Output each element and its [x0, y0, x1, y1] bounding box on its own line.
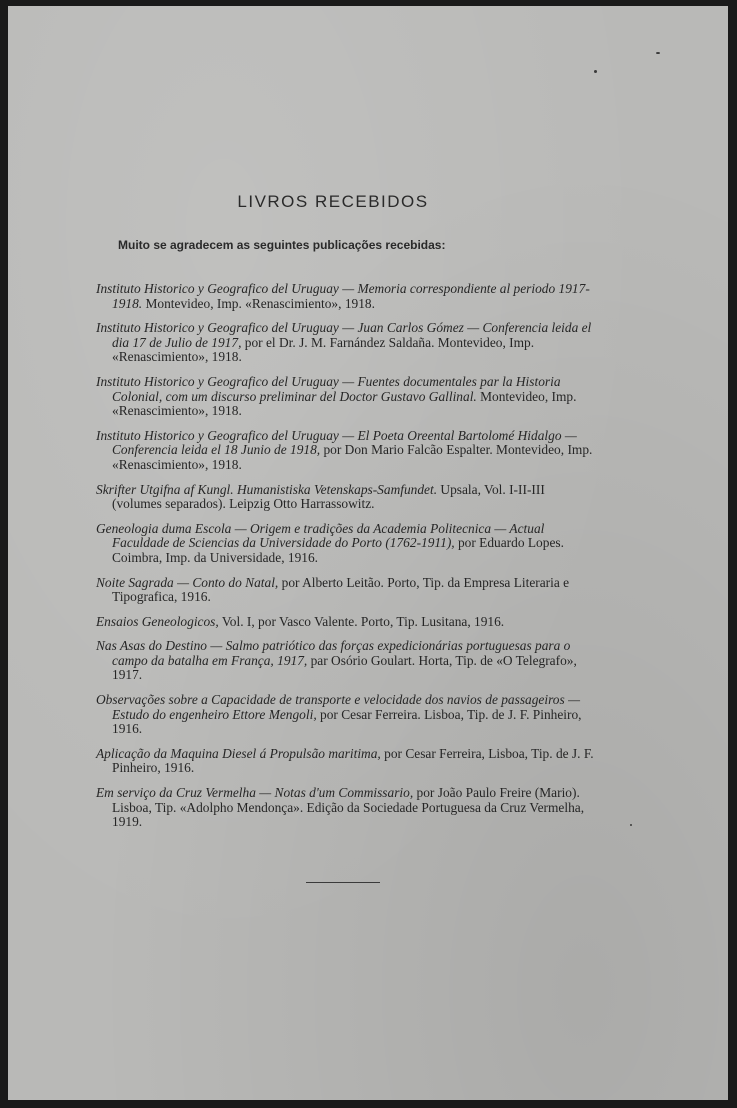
paper-speck: [656, 52, 660, 54]
entry-title: Nas Asas do Destino — Salmo patriótico das forças expedicionárias portuguesas para o campo da batalha em França, 1917,: [96, 638, 571, 668]
entry-title: Noite Sagrada — Conto do Natal,: [96, 574, 279, 590]
entry-details: por Don Mario Falcão Espalter. Montevideo, Imp. «Renascimiento», 1918.: [112, 442, 593, 472]
list-item: [96, 282, 596, 311]
intro-text: Muito se agradecem as seguintes publicações recebidas:: [118, 238, 446, 252]
entry-details: Vol. I, por Vasco Valente. Porto, Tip. Lusitana, 1916.: [218, 613, 505, 629]
list-item: [96, 483, 596, 512]
entry-title: Observações sobre a Capacidade de transporte e velocidade dos navios de passageiros — Estudo do engenheiro Ettore Mengoli,: [96, 692, 580, 722]
list-item: [96, 576, 596, 605]
entry-title: Instituto Historico y Geografico del Uruguay — Fuentes documentales par la Historia Colonial, com um discurso preliminar del Doctor Gustavo Gallinal.: [96, 373, 561, 404]
entry-details: por João Paulo Freire (Mario). Lisboa, Tip. «Adolpho Mendonça». Edição da Sociedade Portuguesa da Cruz Vermelha, 1919.: [112, 785, 585, 830]
closing-rule: [306, 882, 380, 883]
list-item: [96, 429, 596, 473]
entry-title: Ensaios Geneologicos,: [96, 613, 219, 629]
list-item: [96, 786, 596, 830]
entry-details: par Osório Goulart. Horta, Tip. de «O Telegrafo», 1917.: [112, 652, 577, 683]
list-item: [96, 321, 596, 365]
paper-speck: [594, 70, 597, 73]
entry-title: Instituto Historico y Geografico del Uruguay — El Poeta Oreental Bartolomé Hidalgo — Conferencia leida el 18 Junio de 1918,: [96, 427, 577, 458]
book-list: [96, 282, 596, 840]
entry-details: por Cesar Ferreira. Lisboa, Tip. de J. F. Pinheiro, 1916.: [112, 706, 582, 737]
entry-title: Geneologia duma Escola — Origem e tradições da Academia Politecnica — Actual Faculdade de Sciencias da Universidade do Porto (1762-1911),: [96, 520, 545, 551]
entry-title: Instituto Historico y Geografico del Uruguay — Memoria correspondiente al periodo 1917-1918.: [96, 281, 590, 311]
entry-title: Aplicação da Maquina Diesel á Propulsão maritima,: [96, 745, 381, 761]
list-item: [96, 693, 596, 737]
entry-details: Montevideo, Imp. «Renascimiento», 1918.: [142, 295, 375, 311]
entry-title: Em serviço da Cruz Vermelha — Notas d'um Commissario,: [96, 785, 414, 801]
list-item: [96, 639, 596, 683]
page-title: LIVROS RECEBIDOS: [237, 192, 429, 211]
document-page: [8, 6, 728, 1100]
entry-title: Skrifter Utgifna af Kungl. Humanistiska Vetenskaps-Samfundet.: [96, 481, 438, 497]
list-item: [96, 747, 596, 776]
paper-speck: [630, 824, 632, 826]
list-item: [96, 375, 596, 419]
entry-title: Instituto Historico y Geografico del Uruguay — Juan Carlos Gómez — Conferencia leida el dia 17 de Julio de 1917,: [96, 320, 592, 350]
entry-details: Upsala, Vol. I-II-III (volumes separados). Leipzig Otto Harrassowitz.: [112, 481, 545, 512]
list-item: [96, 522, 596, 566]
entry-details: por Eduardo Lopes. Coimbra, Imp. da Universidade, 1916.: [112, 535, 564, 565]
entry-details: por Alberto Leitão. Porto, Tip. da Empresa Literaria e Tipografica, 1916.: [112, 574, 570, 605]
entry-details: por Cesar Ferreira, Lisboa, Tip. de J. F. Pinheiro, 1916.: [112, 745, 594, 776]
entry-details: por el Dr. J. M. Farnández Saldaña. Montevideo, Imp. «Renascimiento», 1918.: [112, 334, 535, 365]
entry-details: Montevideo, Imp. «Renascimiento», 1918.: [112, 388, 577, 419]
list-item: [96, 615, 596, 630]
